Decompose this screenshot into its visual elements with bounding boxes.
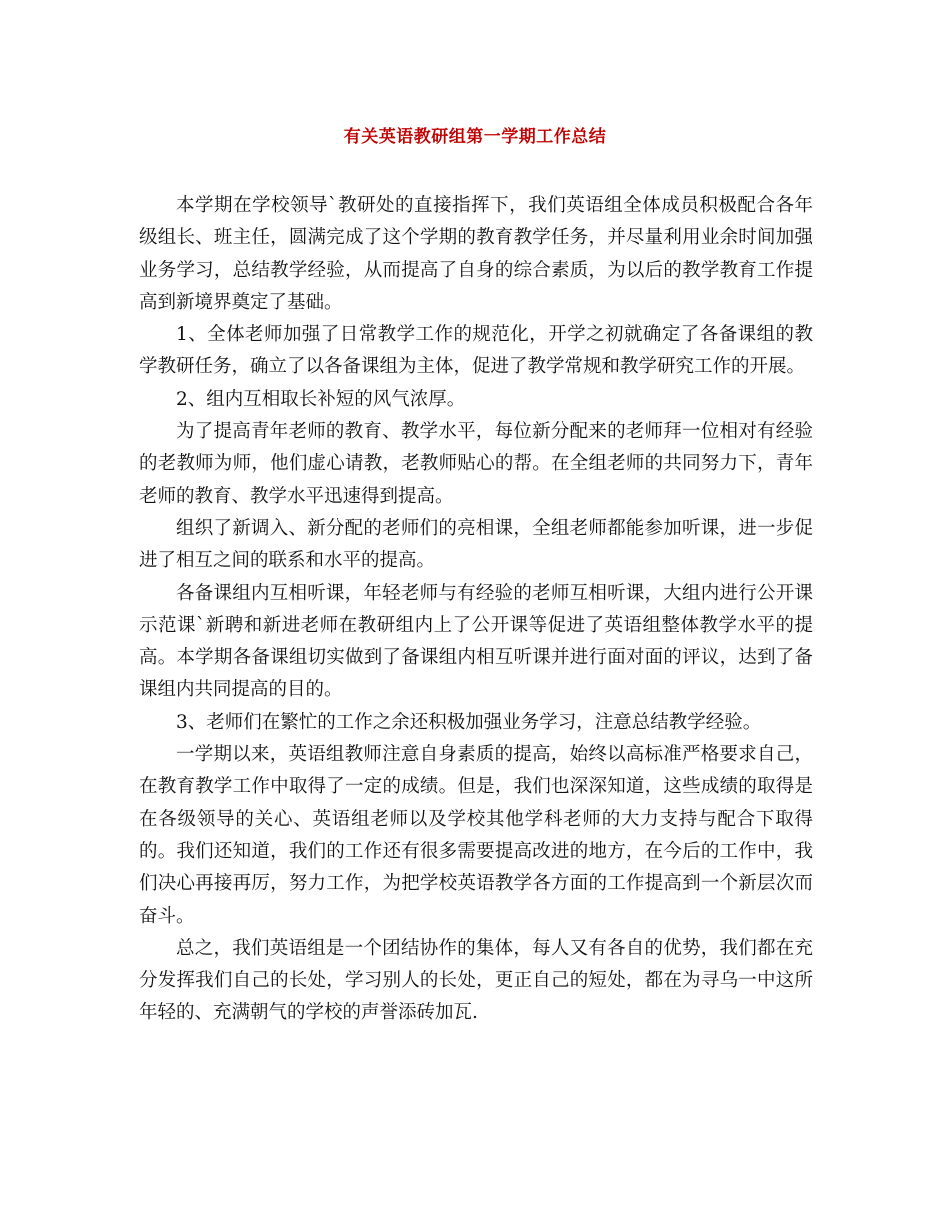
paragraph-intro: 本学期在学校领导`教研处的直接指挥下，我们英语组全体成员积极配合各年级组长、班主任，圆满完成了这个学期的教育教学任务，并尽量利用业余时间加强业务学习，总结教学经验，从而提高了自身的综合素质，为以后的教学教育工作提高到新境界奠定了基础。: [139, 195, 813, 313]
paragraph-achievements: 一学期以来，英语组教师注意自身素质的提高，始终以高标准严格要求自己，在教育教学工作中取得了一定的成绩。但是，我们也深深知道，这些成绩的取得是在各级领导的关心、英语组老师以及学校其他学科老师的大力支持与配合下取得的。我们还知道，我们的工作还有很多需要提高改进的地方，在今后的工作中，我们决心再接再厉，努力工作，为把学校英语教学各方面的工作提高到一个新层次而奋斗。: [139, 744, 813, 927]
paragraph-point-3: 3、老师们在繁忙的工作之余还积极加强业务学习，注意总结教学经验。: [176, 711, 762, 733]
document-title: 有关英语教研组第一学期工作总结: [343, 127, 607, 147]
paragraph-point-2: 2、组内互相取长补短的风气浓厚。: [176, 388, 466, 410]
paragraph-point-1: 1、全体老师加强了日常教学工作的规范化，开学之初就确定了各备课组的教学教研任务，确立了以各备课组为主体，促进了教学常规和教学研究工作的开展。: [139, 324, 813, 378]
paragraph-peer-observation: 各备课组内互相听课，年轻老师与有经验的老师互相听课，大组内进行公开课示范课`新聘和新进老师在教研组内上了公开课等促进了英语组整体教学水平的提高。本学期各备课组切实做到了备课组内相互听课并进行面对面的评议，达到了备课组内共同提高的目的。: [139, 582, 813, 701]
paragraph-showcase-lessons: 组织了新调入、新分配的老师们的亮相课，全组老师都能参加听课，进一步促进了相互之间的联系和水平的提高。: [139, 517, 813, 572]
document-body: [139, 190, 813, 1030]
paragraph-conclusion: 总之，我们英语组是一个团结协作的集体，每人又有各自的优势，我们都在充分发挥我们自己的长处，学习别人的长处，更正自己的短处，都在为寻乌一中这所年轻的、充满朝气的学校的声誉添砖加瓦.: [139, 937, 813, 1024]
paragraph-mentoring: 为了提高青年老师的教育、教学水平，每位新分配来的老师拜一位相对有经验的老教师为师，他们虚心请教，老教师贴心的帮。在全组老师的共同努力下，青年老师的教育、教学水平迅速得到提高。: [139, 421, 813, 507]
